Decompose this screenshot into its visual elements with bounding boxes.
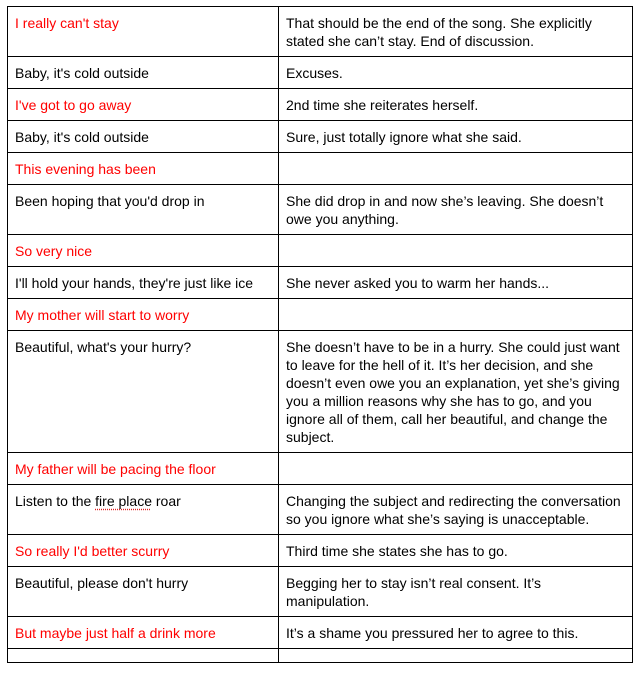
spellcheck-flagged-word: fire place [95,493,152,509]
lyric-cell: Beautiful, what's your hurry? [8,331,279,453]
table-row [8,567,633,617]
table-row [8,331,633,453]
lyric-cell: But maybe just half a drink more [8,617,279,649]
comment-cell [279,649,633,663]
lyrics-commentary-table [7,6,633,663]
table-row [8,535,633,567]
table-row [8,453,633,485]
comment-cell: She never asked you to warm her hands... [279,267,633,299]
lyric-cell: Beautiful, please don't hurry [8,567,279,617]
comment-cell [279,153,633,185]
lyric-cell: My father will be pacing the floor [8,453,279,485]
lyric-cell [8,485,279,535]
table-row [8,299,633,331]
comment-cell: Sure, just totally ignore what she said. [279,121,633,153]
table-row [8,649,633,663]
table-row [8,185,633,235]
lyric-cell: This evening has been [8,153,279,185]
comment-cell [279,299,633,331]
lyric-cell [8,649,279,663]
lyric-cell: So very nice [8,235,279,267]
table-row [8,153,633,185]
comment-cell: Changing the subject and redirecting the conversation so you ignore what she’s saying is unacceptable. [279,485,633,535]
table-row [8,121,633,153]
lyric-cell: I'll hold your hands, they're just like ice [8,267,279,299]
comment-cell: 2nd time she reiterates herself. [279,89,633,121]
lyrics-commentary-table-container [7,6,633,663]
table-row [8,485,633,535]
table-row [8,7,633,57]
table-row [8,267,633,299]
lyric-cell: I really can't stay [8,7,279,57]
comment-cell: Begging her to stay isn’t real consent. It’s manipulation. [279,567,633,617]
lyric-cell: Baby, it's cold outside [8,57,279,89]
lyric-cell: Been hoping that you'd drop in [8,185,279,235]
comment-cell [279,453,633,485]
lyric-text-part: roar [151,493,181,509]
comment-cell: Third time she states she has to go. [279,535,633,567]
table-row [8,235,633,267]
table-row [8,89,633,121]
comment-cell: She did drop in and now she’s leaving. She doesn’t owe you anything. [279,185,633,235]
lyric-cell: Baby, it's cold outside [8,121,279,153]
comment-cell [279,235,633,267]
comment-cell: She doesn’t have to be in a hurry. She could just want to leave for the hell of it. It’s her decision, and she doesn’t even owe you an explanation, yet she’s giving you a million reasons why she has to go, and you ignore all of them, call her beautiful, and change the subject. [279,331,633,453]
lyric-cell: My mother will start to worry [8,299,279,331]
comment-cell: That should be the end of the song. She explicitly stated she can’t stay. End of discussion. [279,7,633,57]
comment-cell: It’s a shame you pressured her to agree to this. [279,617,633,649]
lyric-cell: I've got to go away [8,89,279,121]
table-row [8,617,633,649]
lyric-text-part: Listen to the [15,493,96,509]
table-row [8,57,633,89]
comment-cell: Excuses. [279,57,633,89]
lyric-cell: So really I'd better scurry [8,535,279,567]
